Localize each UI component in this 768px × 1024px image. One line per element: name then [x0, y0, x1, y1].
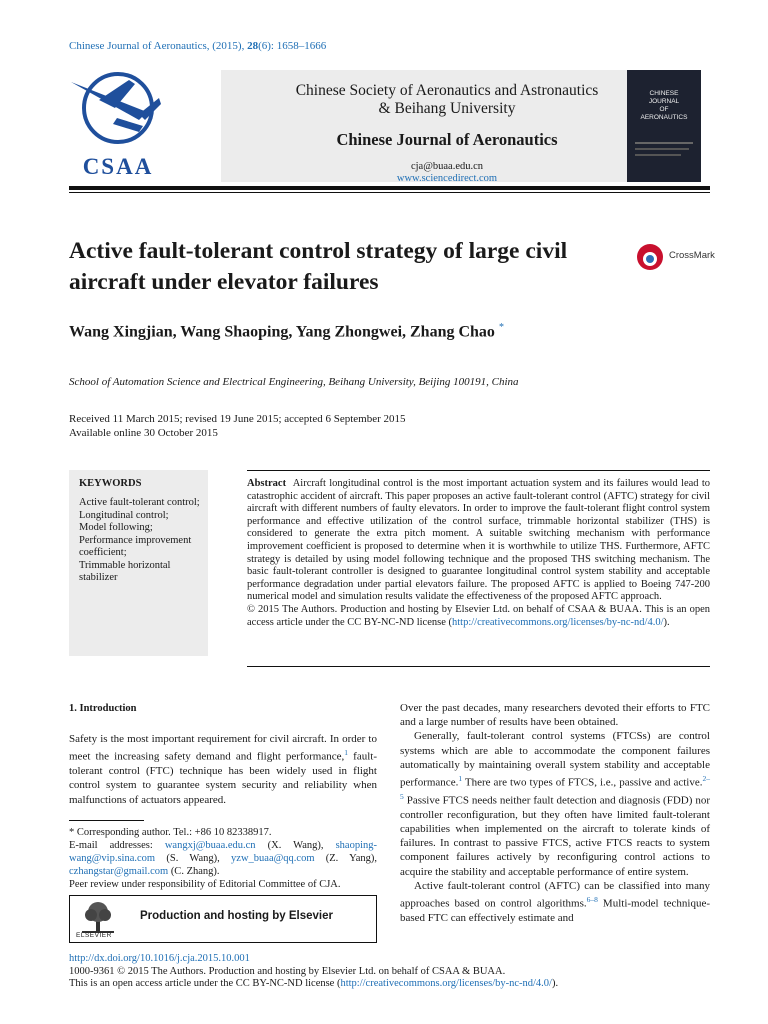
- elsevier-tree-icon: [80, 900, 116, 936]
- email-owner: (S. Wang),: [155, 853, 232, 864]
- body-text: There are two types of FTCS, i.e., passive and active.: [462, 776, 703, 789]
- cover-line: [635, 154, 681, 156]
- crossmark-icon: [637, 244, 663, 270]
- crossmark-label: CrossMark: [669, 250, 715, 261]
- received-dates: Received 11 March 2015; revised 19 June 2015; accepted 6 September 2015: [69, 413, 406, 425]
- journal-info-box: [221, 70, 673, 182]
- body-paragraph: Over the past decades, many researchers devoted their efforts to FTC and a large number of results have been obtained.: [400, 702, 710, 729]
- email-link[interactable]: yzw_buaa@qq.com: [231, 853, 315, 864]
- body-paragraph: [400, 879, 710, 925]
- author-names: Wang Xingjian, Wang Shaoping, Yang Zhongwei, Zhang Chao: [69, 323, 495, 341]
- license-text: This is an open access article under the CC BY-NC-ND license (: [69, 978, 341, 990]
- peer-review-note: Peer review under responsibility of Editorial Committee of CJA.: [69, 879, 341, 890]
- email-link[interactable]: shaoping-wang@vip.sina.com: [69, 840, 377, 864]
- keyword-item: Performance improvement coefficient;: [79, 534, 192, 558]
- journal-header: [69, 64, 709, 188]
- journal-volume: 28: [247, 40, 259, 52]
- body-text: Generally, fault-tolerant control systems (FTCSs) are control systems which are able to accommodate the component failures automatically by maintaining overall system stability and acceptable performance.: [400, 730, 710, 789]
- journal-cover-thumbnail[interactable]: [627, 70, 701, 182]
- affiliation: School of Automation Science and Electrical Engineering, Beihang University, Beijing 100191, China: [69, 376, 519, 388]
- society-name: Chinese Society of Aeronautics and Astronautics: [295, 82, 599, 99]
- keyword-item: Trimmable horizontal stabilizer: [79, 559, 171, 583]
- body-text: Multi-model technique-based FTC can effectively estimate and: [400, 897, 710, 924]
- email-link[interactable]: wangxj@buaa.edu.cn: [164, 840, 256, 851]
- keywords-box: [69, 470, 208, 656]
- journal-contact: [221, 161, 673, 185]
- email-owner: (Z. Yang),: [314, 853, 378, 864]
- intro-paragraph: [69, 732, 377, 807]
- crossmark-icon-dot: [646, 255, 654, 263]
- corresponding-author-mark[interactable]: *: [498, 322, 504, 333]
- abstract-copyright-end: ).: [663, 616, 670, 628]
- body-column-right: [400, 701, 710, 925]
- article-title: Active fault-tolerant control strategy of large civil aircraft under elevator failures: [69, 238, 568, 295]
- citation-link[interactable]: 1: [344, 748, 348, 758]
- keyword-item: Model following;: [79, 522, 153, 533]
- citation-link[interactable]: 2–5: [400, 774, 710, 801]
- email-addresses: [69, 839, 377, 878]
- elsevier-hosting-text: Production and hosting by Elsevier: [140, 910, 333, 922]
- sciencedirect-link[interactable]: www.sciencedirect.com: [396, 173, 498, 184]
- license-link[interactable]: http://creativecommons.org/licenses/by-nc-nd/4.0/: [451, 616, 664, 628]
- crossmark-button[interactable]: [637, 242, 717, 272]
- cover-line: [635, 148, 689, 150]
- email-label: E-mail addresses:: [69, 840, 165, 851]
- keywords-list: [79, 497, 208, 585]
- corresponding-author-note: * Corresponding author. Tel.: +86 10 82338917.: [69, 827, 272, 838]
- intro-text: fault-tolerant control (FTC) technique has been widely used in flight control system to guarantee system security and reliability when malfunctions of actuators appeared.: [69, 751, 377, 806]
- journal-name: Chinese Journal of Aeronautics: [336, 130, 558, 149]
- keywords-heading: KEYWORDS: [79, 478, 142, 489]
- journal-issue-pages: (6): 1658–1666: [258, 40, 327, 52]
- body-text: Active fault-tolerant control (AFTC) can be classified into many approaches based on control algorithms.: [400, 879, 710, 910]
- body-paragraph: [400, 729, 710, 878]
- abstract-top-rule: [247, 470, 710, 471]
- university-name: & Beihang University: [378, 100, 516, 117]
- elsevier-hosting-box[interactable]: [69, 895, 377, 943]
- elsevier-wordmark: ELSEVIER: [76, 932, 112, 939]
- email-link[interactable]: czhangstar@gmail.com: [69, 866, 169, 877]
- intro-text: Safety is the most important requirement for civil aircraft. In order to meet the increasing safety demand and flight performance,: [69, 733, 377, 764]
- section-heading: 1. Introduction: [69, 703, 137, 714]
- abstract-label: Abstract: [247, 478, 287, 489]
- cover-title: CHINESE JOURNAL OF AERONAUTICS: [640, 90, 688, 121]
- citation-link[interactable]: 1: [458, 774, 463, 784]
- footnote-rule: [69, 820, 144, 821]
- email-owner: (X. Wang),: [255, 840, 336, 851]
- footnotes: [69, 826, 377, 891]
- license-link[interactable]: http://creativecommons.org/licenses/by-nc-nd/4.0/: [340, 978, 552, 990]
- abstract-text: Aircraft longitudinal control is the most important actuation system and its failures would lead to catastrophic accident of aircraft. This paper proposes an active fault-tolerant control (AFTC) strategy for civil aircraft with different numbers of faulty elevators. In order to improve the fault-tolerant flight control system performance and effective utilization of the control surface, trimmable horizontal stabilizer (THS) is considered to generate the extra pitch moment. A suitable switching mechanism with performance improvement coefficient is proposed to determine when it is worthwhile to utilize THS. Furthermore, AFTC strategy is detailed by using model following technique and the proposed THS switching mechanism. The basic fault-tolerant controller is designed to guarantee longitudinal control system stability and acceptable performance degradation under partial elevators failure. The proposed AFTC is applied to Boeing 747-200 numerical model and simulation results validate the effectiveness of the proposed AFTC approach.: [247, 478, 710, 603]
- publisher-block: [221, 82, 673, 118]
- header-rule-thin: [69, 192, 710, 193]
- abstract-copyright: © 2015 The Authors. Production and hosting by Elsevier Ltd. on behalf of CSAA & BUAA. This is an open access article under the CC BY-NC-ND license (: [247, 603, 710, 628]
- license-text-end: ).: [551, 978, 559, 990]
- journal-email: cja@buaa.edu.cn: [410, 161, 484, 172]
- email-owner: (C. Zhang).: [168, 866, 220, 877]
- available-online: Available online 30 October 2015: [69, 427, 218, 439]
- abstract-bottom-rule: [247, 666, 710, 667]
- article-dates: [69, 412, 406, 440]
- journal-citation[interactable]: [69, 40, 326, 52]
- header-rule: [69, 186, 710, 190]
- body-text: Passive FTCS needs neither fault detection and diagnosis (FDD) nor controller reconfiguration, but they often have limited fault-tolerant capabilities when implemented on the aircraft to tolerate kinds of failures. In contrast to passive FTCS, active FTCS reacts to system component failures actively by reconfiguring control actions to acquire the stability and acceptable performance of entire system.: [400, 794, 710, 878]
- author-list: [69, 322, 504, 341]
- cover-line: [635, 142, 693, 144]
- doi-link[interactable]: http://dx.doi.org/10.1016/j.cja.2015.10.001: [69, 953, 250, 964]
- body-column-left: [69, 702, 377, 807]
- issn-line: 1000-9361 © 2015 The Authors. Production and hosting by Elsevier Ltd. on behalf of CSAA & BUAA.: [69, 965, 506, 977]
- keyword-item: Longitudinal control;: [79, 509, 169, 521]
- citation-link[interactable]: 6–8: [586, 894, 598, 904]
- license-line: [69, 978, 558, 991]
- journal-citation-prefix: Chinese Journal of Aeronautics, (2015),: [69, 40, 245, 52]
- csaa-logo: [69, 68, 167, 180]
- article-footer: [69, 953, 558, 991]
- abstract: [247, 478, 710, 629]
- keyword-item: Active fault-tolerant control;: [79, 497, 200, 508]
- csaa-wordmark: CSAA: [82, 154, 154, 179]
